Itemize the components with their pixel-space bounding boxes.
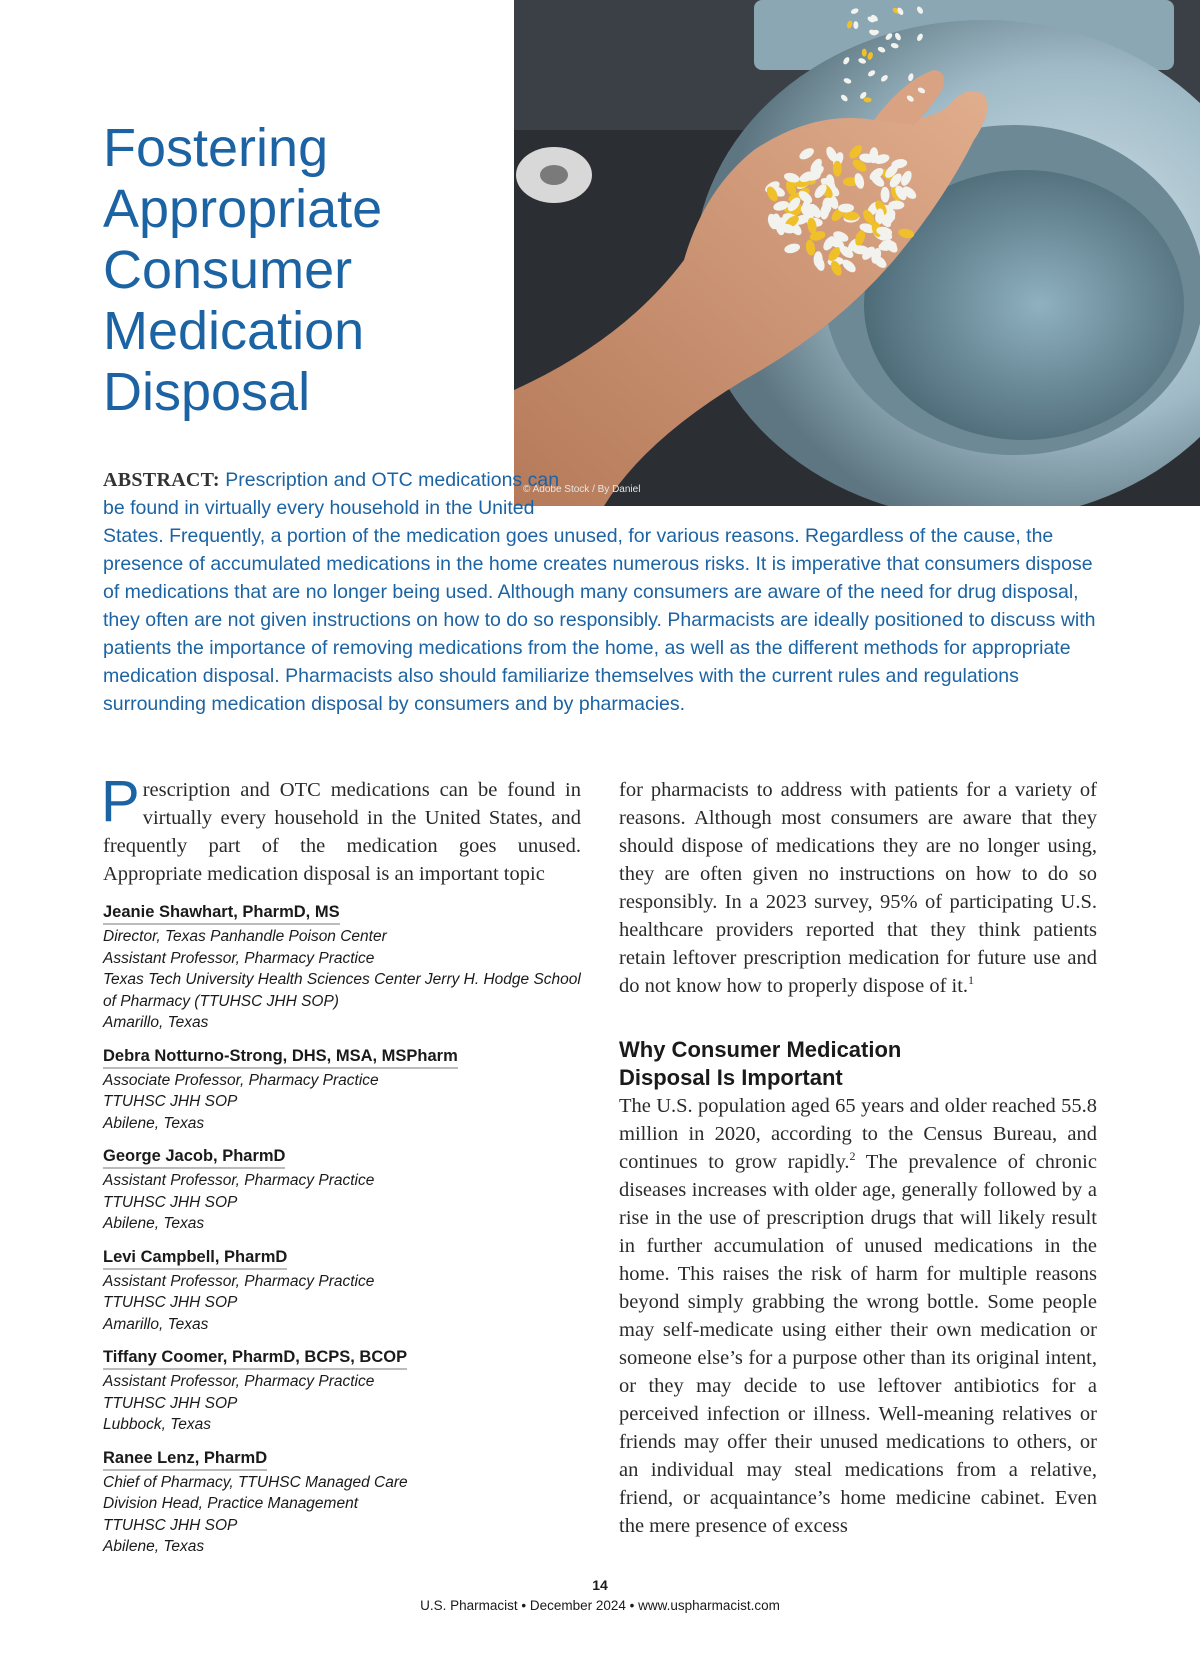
author-block	[103, 1146, 581, 1235]
author-affiliation: Assistant Professor, Pharmacy Practice	[103, 1373, 375, 1390]
author-affiliation: Director, Texas Panhandle Poison Center	[103, 928, 387, 945]
hand-pills-toilet-illustration	[514, 0, 1200, 506]
heading-line: Disposal Is Important	[619, 1065, 843, 1090]
author-list	[103, 902, 581, 1558]
page-number: 14	[592, 1577, 608, 1593]
title-line: Disposal	[103, 362, 311, 422]
author-affiliation: Assistant Professor, Pharmacy Practice	[103, 1272, 375, 1290]
photo-credit: © Adobe Stock / By Daniel	[523, 484, 641, 495]
author-block	[103, 1046, 581, 1135]
left-column	[101, 769, 581, 1558]
body-paragraph	[619, 1092, 1097, 1540]
abstract-label: ABSTRACT:	[103, 469, 220, 491]
intro-paragraph	[101, 769, 581, 888]
right-column	[619, 776, 1097, 1540]
title-line: Fostering	[103, 118, 329, 178]
author-location: Abilene, Texas	[103, 1215, 205, 1232]
author-affiliation: TTUHSC JHH SOP	[103, 1394, 238, 1412]
author-name: Ranee Lenz, PharmD	[103, 1448, 267, 1471]
body-text: The U.S. population aged 65 years and older reached 55.8 million in 2020, according to the Census Bureau, and continues to grow rapidly.	[619, 1095, 1097, 1173]
author-name: Jeanie Shawhart, PharmD, MS	[103, 902, 340, 925]
author-affiliation: Assistant Professor, Pharmacy Practice	[103, 1172, 375, 1189]
author-location: Abilene, Texas	[103, 1114, 205, 1132]
reference-number: 1	[968, 973, 975, 988]
journal-footer: U.S. Pharmacist • December 2024 • www.uspharmacist.com	[420, 1598, 780, 1613]
author-block	[103, 1448, 581, 1558]
author-affiliation: TTUHSC JHH SOP	[103, 1193, 238, 1211]
body-text: for pharmacists to address with patients for a variety of reasons. Although most consumers are aware that they should dispose of medications they are no longer using, they are often given no instructions on how to do so responsibly. In a 2023 survey, 95% of participating U.S. healthcare providers reported that they think patients retain leftover prescription medication for future use and do not know how to properly dispose of it.	[619, 779, 1097, 997]
body-paragraph	[619, 776, 1097, 1000]
author-name: Debra Notturno-Strong, DHS, MSA, MSPharm	[103, 1046, 458, 1069]
author-affiliation: TTUHSC JHH SOP	[103, 1294, 238, 1311]
article-title	[103, 118, 503, 423]
author-block	[103, 1247, 581, 1336]
author-affiliation: Assistant Professor, Pharmacy Practice	[103, 949, 375, 967]
author-name: Tiffany Coomer, PharmD, BCPS, BCOP	[103, 1347, 407, 1370]
abstract-text: Prescription and OTC medications can be found in virtually every household in the United States. Frequently, a portion of the medication goes unused, for various reasons. Regardless of the cause, the presence of accumulated medications in the home creates numerous risks. It is imperative that consumers dispose of medications that are no longer being used. Although many consumers are aware of the need for drug disposal, they often are not given instructions on how to do so responsibly. Pharmacists are ideally positioned to discuss with patients the importance of removing medications from the home, as well as the different methods for appropriate medication disposal. Pharmacists also should familiarize themselves with the current rules and regulations surrounding medication disposal by consumers and by pharmacies.	[103, 469, 1096, 715]
author-block	[103, 902, 581, 1034]
section-heading	[619, 1036, 1097, 1092]
author-location: Amarillo, Texas	[103, 1315, 209, 1333]
title-line: Appropriate	[103, 179, 383, 239]
author-affiliation: Texas Tech University Health Sciences Center Jerry H. Hodge School of Pharmacy (TTUHSC JHH SOP)	[103, 971, 581, 1010]
author-location: Amarillo, Texas	[103, 1014, 209, 1031]
author-location: Abilene, Texas	[103, 1538, 205, 1555]
reference-number: 2	[849, 1149, 856, 1164]
title-line: Medication	[103, 301, 365, 361]
author-affiliation: TTUHSC JHH SOP	[103, 1093, 238, 1110]
author-location: Lubbock, Texas	[103, 1416, 212, 1433]
body-text: The prevalence of chronic diseases increases with older age, generally followed by a rise in the use of prescription drugs that will likely result in further accumulation of unused medications in the home. This raises the risk of harm for multiple reasons beyond simply grabbing the wrong bottle. Some people may self-medicate using either their own medication or someone else’s for a purpose other than its original intent, or they may decide to use leftover antibiotics for a perceived infection or illness. Well-meaning relatives or friends may offer their unused medications to others, or an individual may steal medications from a relative, friend, or acquaintance’s home medicine cabinet. Even the mere presence of excess	[619, 1151, 1097, 1537]
drop-cap: P	[101, 769, 140, 834]
title-line: Consumer	[103, 240, 353, 300]
author-affiliation: Chief of Pharmacy, TTUHSC Managed Care	[103, 1473, 408, 1491]
intro-text: rescription and OTC medications can be found in virtually every household in the United States, and frequently part of the medication goes unused. Appropriate medication disposal is an important topic	[103, 779, 581, 885]
author-name: George Jacob, PharmD	[103, 1146, 285, 1169]
abstract	[103, 466, 1103, 718]
author-name: Levi Campbell, PharmD	[103, 1247, 287, 1270]
author-affiliation: TTUHSC JHH SOP	[103, 1516, 238, 1534]
author-block	[103, 1347, 581, 1436]
author-affiliation: Division Head, Practice Management	[103, 1495, 359, 1512]
heading-line: Why Consumer Medication	[619, 1037, 902, 1062]
author-affiliation: Associate Professor, Pharmacy Practice	[103, 1071, 379, 1089]
article-photo	[514, 0, 1200, 506]
